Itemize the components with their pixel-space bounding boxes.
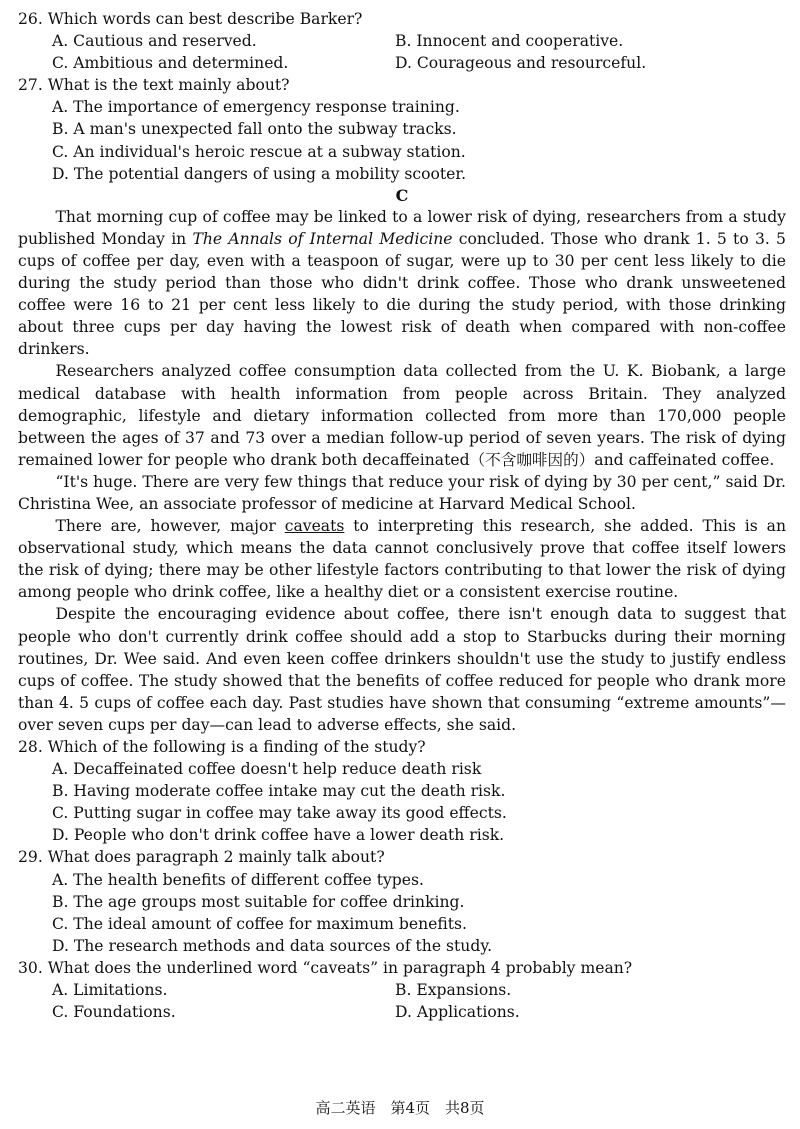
option-26-d: D. Courageous and resourceful. bbox=[395, 54, 647, 73]
question-30-options-row-1 bbox=[18, 979, 786, 1001]
paragraph-4-part-a: There are, however, major bbox=[55, 517, 285, 536]
option-30-a: A. Limitations. bbox=[52, 981, 168, 1000]
option-27-b: B. A man's unexpected fall onto the subway tracks. bbox=[52, 120, 457, 139]
question-30-options-row-2 bbox=[18, 1001, 786, 1023]
journal-title: The Annals of Internal Medicine bbox=[192, 229, 453, 248]
option-29-d: D. The research methods and data sources of the study. bbox=[52, 936, 493, 955]
question-27-stem: 27. What is the text mainly about? bbox=[18, 76, 290, 95]
question-28-stem: 28. Which of the following is a finding of the study? bbox=[18, 738, 426, 756]
option-30-b: B. Expansions. bbox=[395, 981, 512, 1000]
option-29-c: C. The ideal amount of coffee for maximum benefits. bbox=[52, 914, 467, 933]
paragraph-5: Despite the encouraging evidence about coffee, there isn't enough data to suggest that people who don't currently drink coffee should add a stop to Starbucks during their morning routines, Dr. Wee said. And even keen coffee drinkers shouldn't use the study to justify endless cups of coffee. The study showed that the benefits of coffee reduced for people who drank more than 4. 5 cups of coffee each day. Past studies have shown that consuming “extreme amounts”—over seven cups per day—can lead to adverse effects, she said. bbox=[18, 605, 786, 734]
question-26-options-row-2 bbox=[18, 52, 786, 74]
option-29-a: A. The health benefits of different coffee types. bbox=[52, 870, 424, 889]
option-27-d: D. The potential dangers of using a mobility scooter. bbox=[52, 164, 467, 183]
underlined-word-caveats: caveats bbox=[284, 517, 345, 536]
question-29-stem: 29. What does paragraph 2 mainly talk about? bbox=[18, 848, 385, 867]
paragraph-1-part-b: concluded. Those who drank 1. 5 to 3. 5 cups of coffee per day, even with a teaspoon of sugar, were up to 30 per cent less likely to die during the study period than those who didn't drink coffee. Those who drank unsweetened coffee were 16 to 21 per cent less likely to die during the study period, with those drinking about three cups per day having the lowest risk of death when compared with non-coffee drinkers. bbox=[18, 229, 786, 359]
passage-body bbox=[18, 206, 786, 736]
paragraph-2: Researchers analyzed coffee consumption data collected from the U. K. Biobank, a large medical database with health information from people across Britain. They analyzed demographic, lifestyle and dietary information collected from more than 170,000 people between the ages of 37 and 73 over a median follow-up period of seven years. The risk of dying remained lower for people who drank both decaffeinated（不含咖啡因的）and caffeinated coffee. bbox=[18, 362, 786, 469]
question-26-options-row-1 bbox=[18, 30, 786, 52]
option-26-a: A. Cautious and reserved. bbox=[52, 32, 257, 51]
option-27-a: A. The importance of emergency response training. bbox=[52, 98, 460, 117]
option-27-c: C. An individual's heroic rescue at a subway station. bbox=[52, 142, 466, 161]
question-26-stem: 26. Which words can best describe Barker? bbox=[18, 10, 363, 28]
option-28-c: C. Putting sugar in coffee may take away its good effects. bbox=[52, 804, 507, 823]
paragraph-4-part-b: to interpreting this research, she added. This is an observational study, which means the data cannot conclusively prove that coffee itself lowers the risk of dying; there may be other lifestyle factors contributing to that lower the risk of dying among people who drink coffee, like a healthy diet or a consistent exercise routine. bbox=[18, 517, 786, 602]
paragraph-1-part-a: That morning cup of coffee may be linked to a lower risk of dying, researchers from a study published Monday in bbox=[18, 207, 786, 248]
passage-title: C bbox=[395, 185, 409, 205]
question-30-stem: 30. What does the underlined word “caveats” in paragraph 4 probably mean? bbox=[18, 958, 633, 977]
option-30-d: D. Applications. bbox=[395, 1003, 520, 1022]
option-28-a: A. Decaffeinated coffee doesn't help reduce death risk bbox=[52, 760, 482, 779]
paragraph-3: “It's huge. There are very few things that reduce your risk of dying by 30 per cent,” said Dr. Christina Wee, an associate professor of medicine at Harvard Medical School. bbox=[18, 472, 786, 513]
exam-page bbox=[18, 8, 786, 1023]
option-30-c: C. Foundations. bbox=[52, 1003, 176, 1022]
paragraph-1 bbox=[18, 206, 786, 361]
option-26-c: C. Ambitious and determined. bbox=[52, 54, 289, 73]
option-28-b: B. Having moderate coffee intake may cut the death risk. bbox=[52, 782, 506, 801]
option-28-d: D. People who don't drink coffee have a lower death risk. bbox=[52, 826, 505, 845]
paragraph-4 bbox=[18, 515, 786, 603]
option-26-b: B. Innocent and cooperative. bbox=[395, 32, 624, 51]
page-footer: 高二英语 第4页 共8页 bbox=[315, 1099, 485, 1117]
option-29-b: B. The age groups most suitable for coffee drinking. bbox=[52, 892, 465, 911]
